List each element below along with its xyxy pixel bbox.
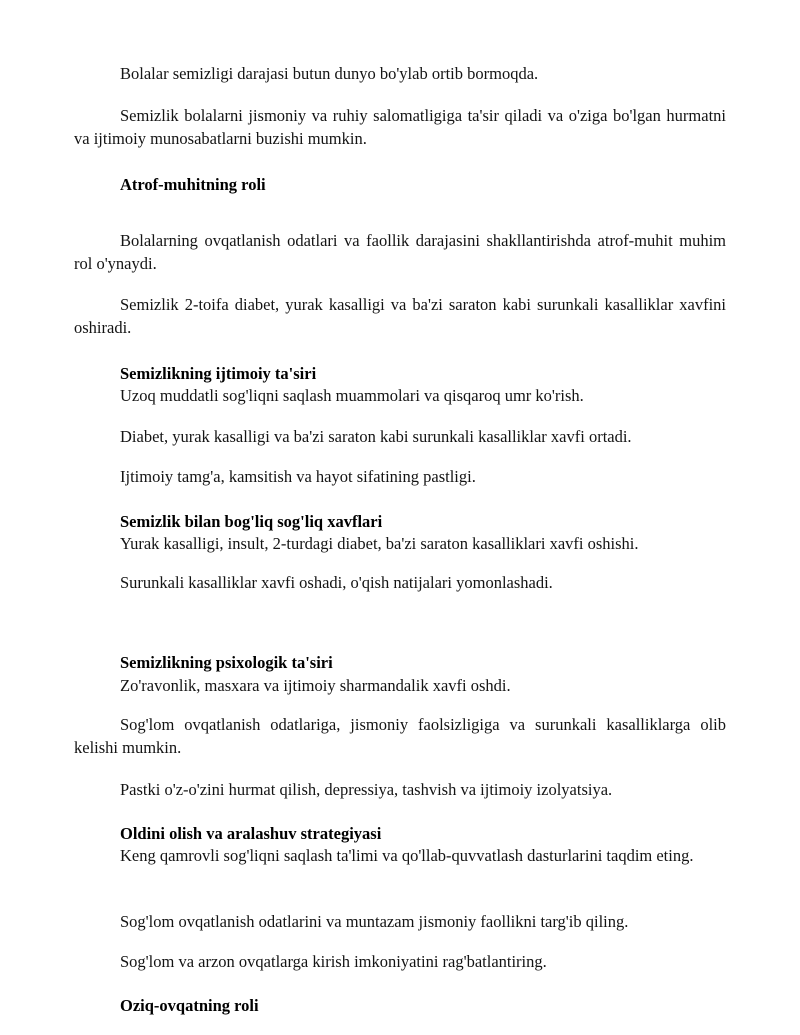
section-heading: Oziq-ovqatning roli (120, 996, 259, 1015)
paragraph: Sog'lom ovqatlanish odatlarini va muntazam jismoniy faollikni targ'ib qiling. (120, 912, 629, 931)
paragraph: Bolalar semizligi darajasi butun dunyo bo'ylab ortib bormoqda. (120, 64, 539, 83)
paragraph: Ijtimoiy tamg'a, kamsitish va hayot sifatining pastligi. (120, 467, 476, 486)
paragraph: Uzoq muddatli sog'liqni saqlash muammolari va qisqaroq umr ko'rish. (120, 386, 584, 405)
paragraph: Bolalarning ovqatlanish odatlari va faollik darajasini shakllantirishda atrof-muhit muhim rol o'ynaydi. (74, 231, 726, 273)
section-heading: Semizlikning ijtimoiy ta'siri (120, 364, 317, 383)
section-heading: Atrof-muhitning roli (120, 175, 266, 194)
section-heading: Semizlikning psixologik ta'siri (120, 653, 333, 672)
paragraph: Semizlik bolalarni jismoniy va ruhiy salomatligiga ta'sir qiladi va o'ziga bo'lgan hurmatni va ijtimoiy munosabatlarni buzishi mumkin. (74, 106, 726, 148)
paragraph: Yurak kasalligi, insult, 2-turdagi diabet, ba'zi saraton kasalliklari xavfi oshishi. (120, 534, 639, 553)
paragraph: Semizlik 2-toifa diabet, yurak kasalligi va ba'zi saraton kabi surunkali kasalliklar xavfini oshiradi. (74, 295, 726, 337)
paragraph: Surunkali kasalliklar xavfi oshadi, o'qish natijalari yomonlashadi. (120, 573, 553, 592)
paragraph: Keng qamrovli sog'liqni saqlash ta'limi va qo'llab-quvvatlash dasturlarini taqdim eting. (120, 846, 694, 865)
paragraph: Pastki o'z-o'zini hurmat qilish, depressiya, tashvish va ijtimoiy izolyatsiya. (120, 780, 613, 799)
section-heading: Oldini olish va aralashuv strategiyasi (120, 824, 382, 843)
paragraph: Sog'lom ovqatlanish odatlariga, jismoniy faolsizligiga va surunkali kasalliklarga olib kelishi mumkin. (74, 715, 726, 757)
paragraph: Sog'lom va arzon ovqatlarga kirish imkoniyatini rag'batlantiring. (120, 952, 547, 971)
paragraph: Diabet, yurak kasalligi va ba'zi saraton kabi surunkali kasalliklar xavfi ortadi. (120, 427, 632, 446)
paragraph: Zo'ravonlik, masxara va ijtimoiy sharmandalik xavfi oshdi. (120, 676, 511, 695)
section-heading: Semizlik bilan bog'liq sog'liq xavflari (120, 512, 383, 531)
